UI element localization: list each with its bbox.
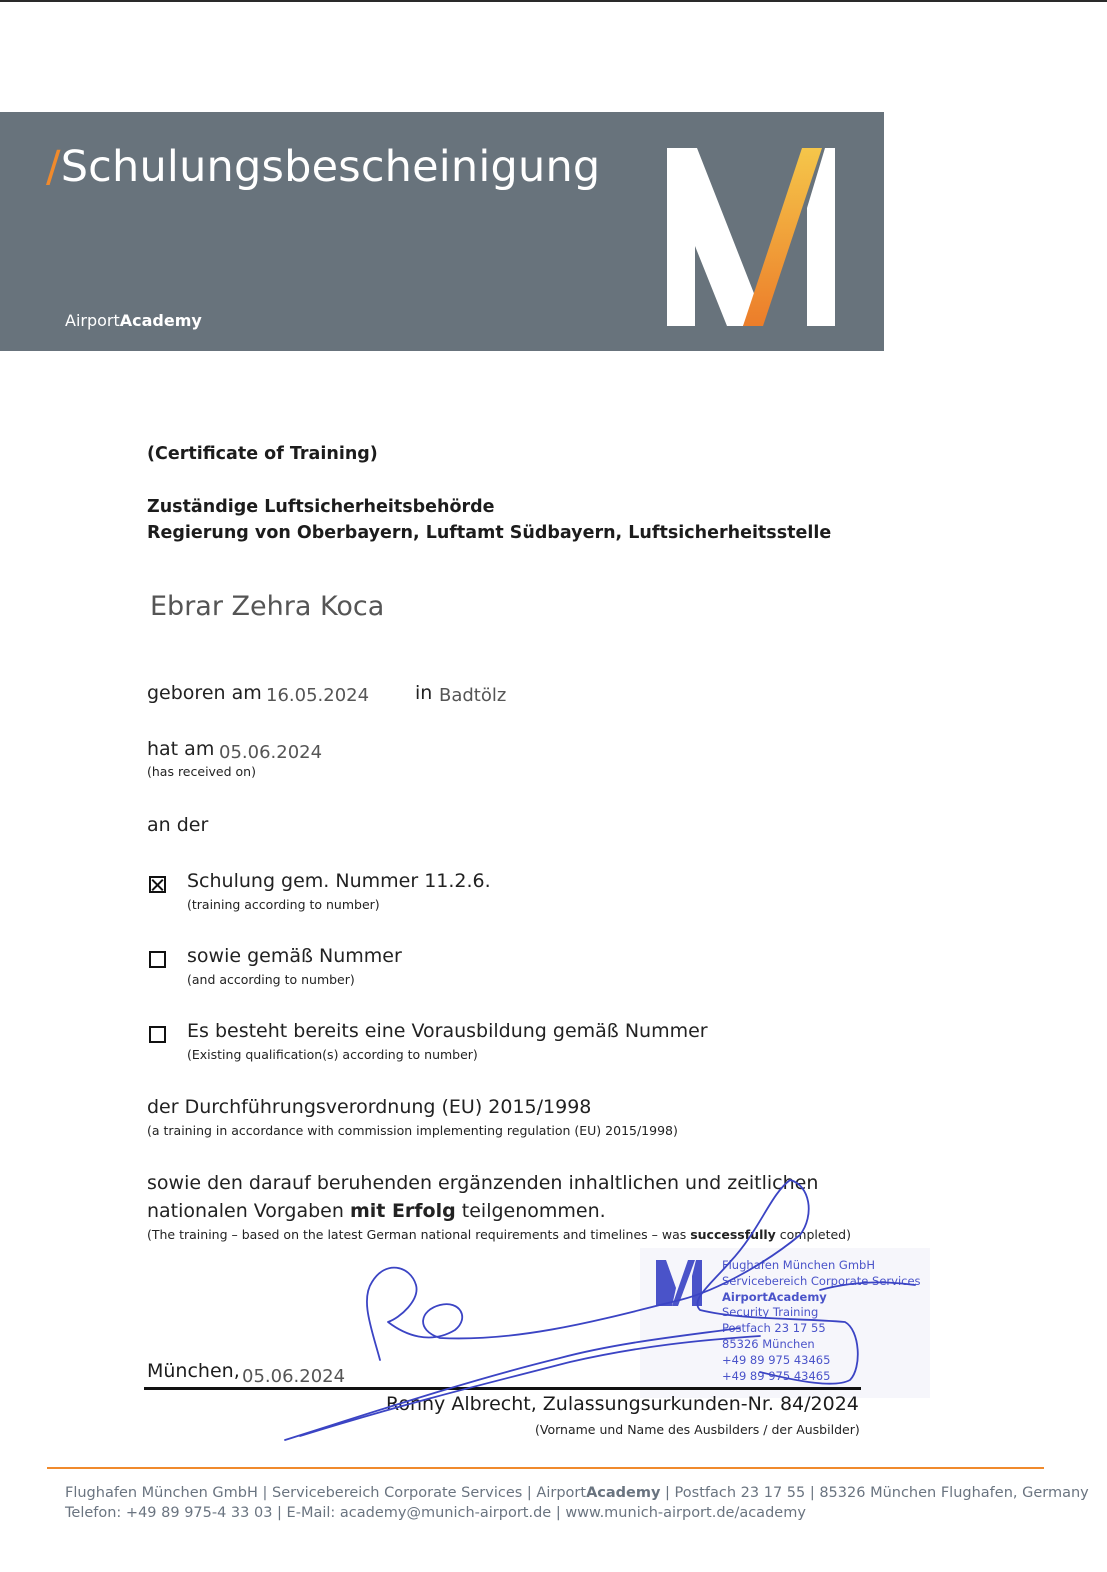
option-checkbox-3[interactable] xyxy=(149,1026,166,1043)
option-label-3: Es besteht bereits eine Vorausbildung gemäß Nummer xyxy=(187,1020,708,1042)
born-label: geboren am xyxy=(147,682,262,704)
trainer-name: Ronny Albrecht, Zulassungsurkunden-Nr. 84/2024 xyxy=(386,1393,859,1415)
regulation-text-en: (a training in accordance with commission implementing regulation (EU) 2015/1998) xyxy=(147,1123,678,1138)
option-label-1: Schulung gem. Nummer 11.2.6. xyxy=(187,870,491,892)
trainer-label-en: (Vorname und Name des Ausbilders / der Ausbilder) xyxy=(535,1422,860,1437)
signing-place: München, xyxy=(147,1360,240,1382)
signature-line xyxy=(144,1387,861,1390)
born-date: 16.05.2024 xyxy=(266,685,370,706)
option-label-en-1: (training according to number) xyxy=(187,897,380,912)
stamp-text: Flughafen München GmbH Servicebereich Corporate Services AirportAcademy Security Training Postfach 23 17 55 85326 München +49 89 975 43465 +49 89 975 43465 xyxy=(722,1258,921,1383)
option-label-en-2: (and according to number) xyxy=(187,972,355,987)
an-der-label: an der xyxy=(147,814,209,836)
certificate-subtitle: (Certificate of Training) xyxy=(147,444,378,464)
regulation-text: der Durchführungsverordnung (EU) 2015/1998 xyxy=(147,1096,592,1118)
header-banner xyxy=(0,112,884,351)
authority-name: Regierung von Oberbayern, Luftamt Südbayern, Luftsicherheitsstelle xyxy=(147,523,832,543)
option-label-en-3: (Existing qualification(s) according to number) xyxy=(187,1047,478,1062)
option-checkbox-2[interactable] xyxy=(149,951,166,968)
brand-name: AirportAcademy xyxy=(65,311,202,330)
authority-label: Zuständige Luftsicherheitsbehörde xyxy=(147,497,495,517)
footer-line-1: Flughafen München GmbH | Servicebereich Corporate Services | AirportAcademy | Postfach 23 17 55 | 85326 München Flughafen, Germany xyxy=(65,1485,1089,1501)
birthplace: Badtölz xyxy=(439,685,507,706)
received-label-en: (has received on) xyxy=(147,764,256,779)
footer-divider xyxy=(47,1467,1044,1469)
top-border xyxy=(0,0,1107,2)
completion-line-1: sowie den darauf beruhenden ergänzenden inhaltlichen und zeitlichen xyxy=(147,1172,819,1194)
trainee-name: Ebrar Zehra Koca xyxy=(150,591,385,622)
signing-date: 05.06.2024 xyxy=(242,1366,346,1387)
in-label: in xyxy=(415,682,433,704)
received-label: hat am xyxy=(147,738,215,760)
option-label-2: sowie gemäß Nummer xyxy=(187,945,402,967)
footer-line-2: Telefon: +49 89 975-4 33 03 | E-Mail: academy@munich-airport.de | www.munich-airport.de/academy xyxy=(65,1505,806,1521)
completion-line-2: nationalen Vorgaben mit Erfolg teilgenommen. xyxy=(147,1200,606,1222)
munich-airport-logo-icon xyxy=(667,148,837,328)
received-date: 05.06.2024 xyxy=(219,742,323,763)
completion-text-en: (The training – based on the latest German national requirements and timelines – was successfully completed) xyxy=(147,1227,851,1242)
page-title: /Schulungsbescheinigung xyxy=(46,142,601,192)
option-checkbox-1[interactable] xyxy=(149,876,166,893)
